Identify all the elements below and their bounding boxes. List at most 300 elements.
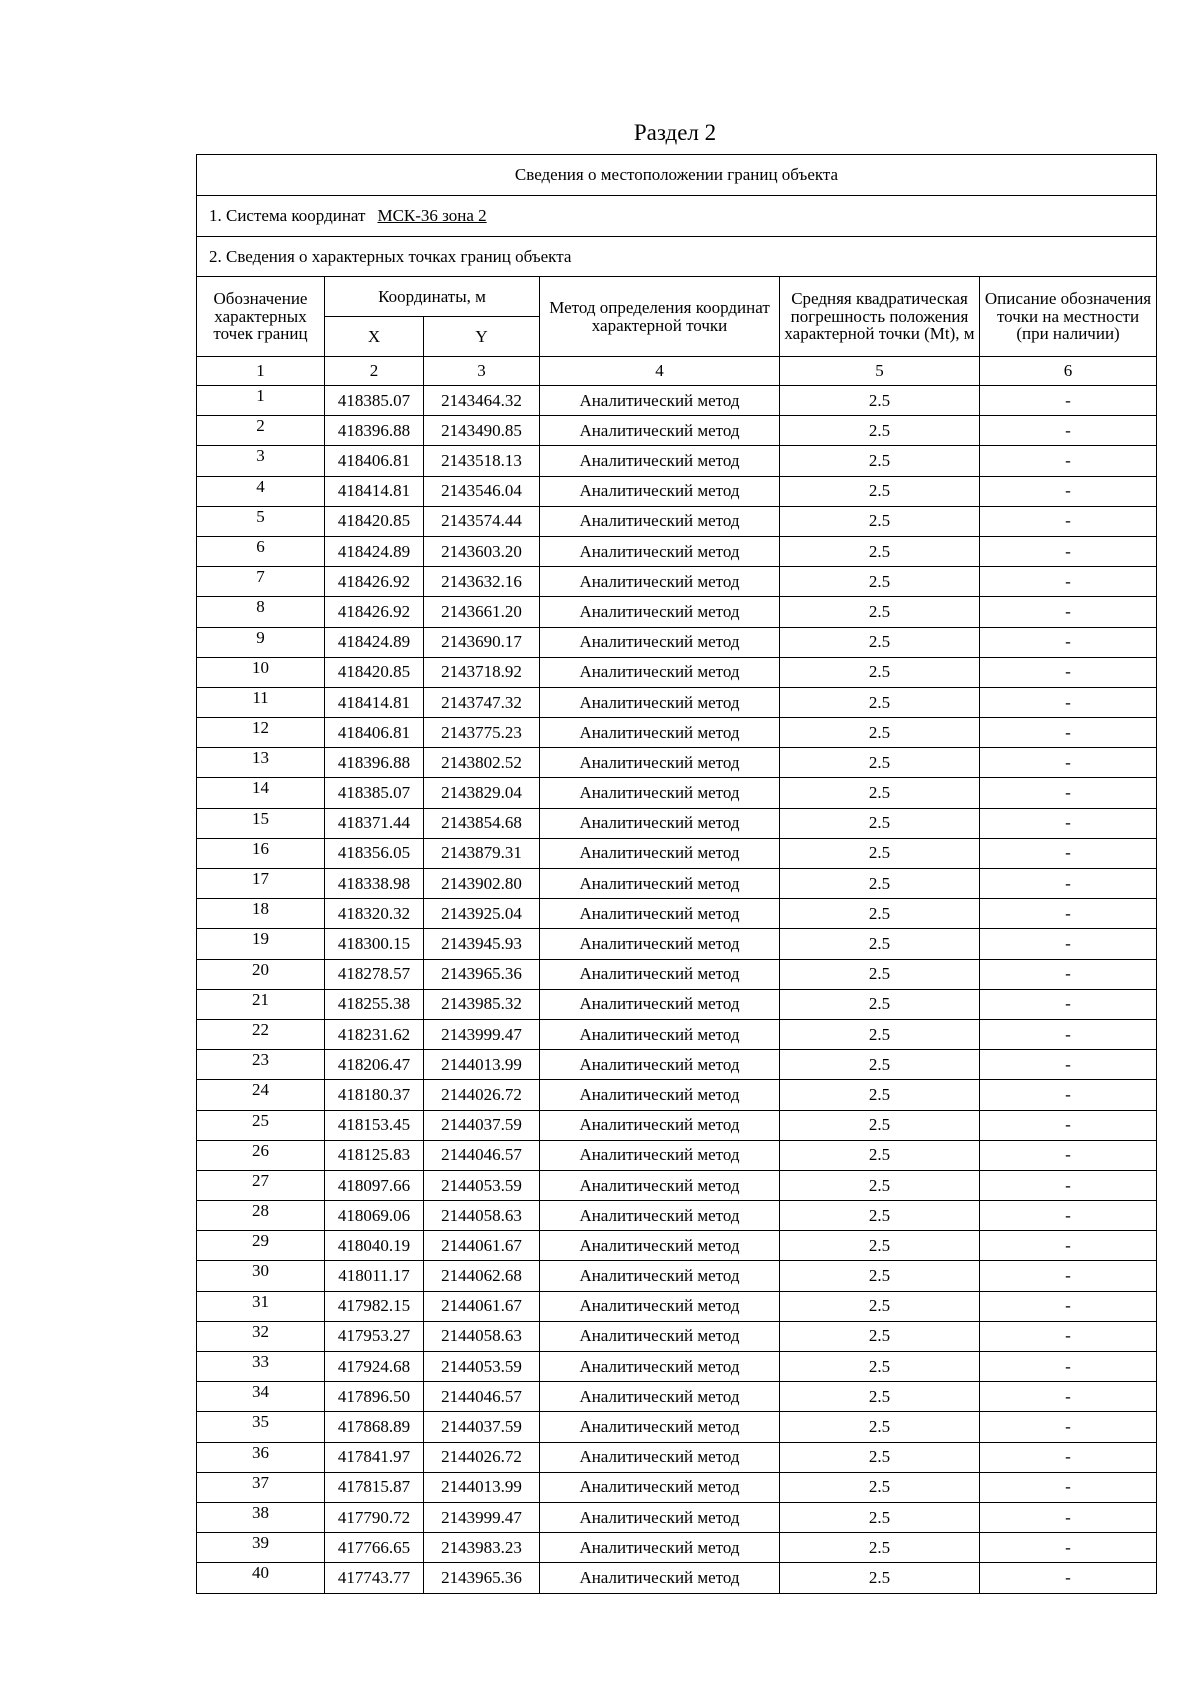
method-cell: Аналитический метод [540,959,780,989]
x-coordinate-cell: 418406.81 [325,446,424,476]
section-title: Раздел 2 [633,120,717,145]
point-number-cell: 37 [197,1472,325,1502]
description-cell: - [980,838,1157,868]
table-row [197,1140,1157,1170]
accuracy-cell: 2.5 [780,1472,980,1502]
point-number-cell: 13 [197,748,325,778]
point-number-cell: 3 [197,446,325,476]
method-cell: Аналитический метод [540,1412,780,1442]
method-cell: Аналитический метод [540,748,780,778]
method-cell: Аналитический метод [540,718,780,748]
accuracy-cell: 2.5 [780,1563,980,1593]
point-number-cell: 22 [197,1019,325,1049]
table-row [197,1533,1157,1563]
points-heading: 2. Сведения о характерных точках границ объекта [197,237,1157,277]
column-number: 4 [540,357,780,386]
x-coordinate-cell: 418396.88 [325,748,424,778]
point-number-cell: 12 [197,718,325,748]
accuracy-cell: 2.5 [780,627,980,657]
description-cell: - [980,1321,1157,1351]
point-number-cell: 18 [197,899,325,929]
point-number-cell: 2 [197,416,325,446]
accuracy-cell: 2.5 [780,899,980,929]
header-description: Описание обозначения точки на местности (при наличии) [980,277,1157,357]
method-cell: Аналитический метод [540,657,780,687]
point-number-cell: 5 [197,506,325,536]
x-coordinate-cell: 418385.07 [325,778,424,808]
x-coordinate-cell: 418414.81 [325,476,424,506]
description-cell: - [980,1412,1157,1442]
accuracy-cell: 2.5 [780,1019,980,1049]
accuracy-cell: 2.5 [780,1050,980,1080]
table-row [197,476,1157,506]
coordinate-system-label: 1. Система координат [209,206,366,226]
table-row [197,1050,1157,1080]
description-cell: - [980,1231,1157,1261]
table-row [197,869,1157,899]
method-cell: Аналитический метод [540,627,780,657]
method-cell: Аналитический метод [540,1170,780,1200]
description-cell: - [980,899,1157,929]
accuracy-cell: 2.5 [780,869,980,899]
description-cell: - [980,1201,1157,1231]
x-coordinate-cell: 418396.88 [325,416,424,446]
y-coordinate-cell: 2144046.57 [424,1382,540,1412]
y-coordinate-cell: 2144037.59 [424,1412,540,1442]
method-cell: Аналитический метод [540,838,780,868]
description-cell: - [980,808,1157,838]
point-number-cell: 28 [197,1201,325,1231]
point-number-cell: 38 [197,1502,325,1532]
table-row [197,1352,1157,1382]
y-coordinate-cell: 2144013.99 [424,1050,540,1080]
accuracy-cell: 2.5 [780,718,980,748]
description-cell: - [980,386,1157,416]
point-number-cell: 11 [197,687,325,717]
y-coordinate-cell: 2143983.23 [424,1533,540,1563]
accuracy-cell: 2.5 [780,1382,980,1412]
description-cell: - [980,1563,1157,1593]
description-cell: - [980,1352,1157,1382]
accuracy-cell: 2.5 [780,1170,980,1200]
method-cell: Аналитический метод [540,1502,780,1532]
table-row [197,1201,1157,1231]
method-cell: Аналитический метод [540,476,780,506]
method-cell: Аналитический метод [540,1352,780,1382]
y-coordinate-cell: 2143965.36 [424,1563,540,1593]
y-coordinate-cell: 2144053.59 [424,1170,540,1200]
x-coordinate-cell: 418356.05 [325,838,424,868]
table-row [197,1170,1157,1200]
point-number-cell: 20 [197,959,325,989]
point-number-cell: 39 [197,1533,325,1563]
x-coordinate-cell: 418426.92 [325,597,424,627]
x-coordinate-cell: 418385.07 [325,386,424,416]
description-cell: - [980,1050,1157,1080]
accuracy-cell: 2.5 [780,1140,980,1170]
x-coordinate-cell: 418338.98 [325,869,424,899]
x-coordinate-cell: 418420.85 [325,506,424,536]
point-number-cell: 25 [197,1110,325,1140]
method-cell: Аналитический метод [540,929,780,959]
accuracy-cell: 2.5 [780,1321,980,1351]
description-cell: - [980,959,1157,989]
column-number: 2 [325,357,424,386]
accuracy-cell: 2.5 [780,1533,980,1563]
x-coordinate-cell: 418040.19 [325,1231,424,1261]
accuracy-cell: 2.5 [780,476,980,506]
description-cell: - [980,869,1157,899]
description-cell: - [980,687,1157,717]
table-row [197,597,1157,627]
method-cell: Аналитический метод [540,1533,780,1563]
description-cell: - [980,718,1157,748]
point-number-cell: 26 [197,1140,325,1170]
table-row [197,627,1157,657]
accuracy-cell: 2.5 [780,929,980,959]
description-cell: - [980,446,1157,476]
table-row [197,1563,1157,1593]
x-coordinate-cell: 417953.27 [325,1321,424,1351]
x-coordinate-cell: 418420.85 [325,657,424,687]
y-coordinate-cell: 2144062.68 [424,1261,540,1291]
table-row [197,567,1157,597]
boundary-points-table [196,154,1157,1594]
point-number-cell: 32 [197,1321,325,1351]
method-cell: Аналитический метод [540,808,780,838]
accuracy-cell: 2.5 [780,1261,980,1291]
accuracy-cell: 2.5 [780,989,980,1019]
description-cell: - [980,748,1157,778]
x-coordinate-cell: 417841.97 [325,1442,424,1472]
y-coordinate-cell: 2144061.67 [424,1231,540,1261]
y-coordinate-cell: 2144058.63 [424,1201,540,1231]
method-cell: Аналитический метод [540,416,780,446]
description-cell: - [980,416,1157,446]
y-coordinate-cell: 2144046.57 [424,1140,540,1170]
y-coordinate-cell: 2143718.92 [424,657,540,687]
y-coordinate-cell: 2143464.32 [424,386,540,416]
y-coordinate-cell: 2143999.47 [424,1019,540,1049]
points-heading-row [197,237,1157,277]
accuracy-cell: 2.5 [780,1442,980,1472]
point-number-cell: 21 [197,989,325,1019]
table-row [197,778,1157,808]
method-cell: Аналитический метод [540,536,780,566]
description-cell: - [980,657,1157,687]
method-cell: Аналитический метод [540,597,780,627]
method-cell: Аналитический метод [540,506,780,536]
accuracy-cell: 2.5 [780,748,980,778]
table-row [197,1231,1157,1261]
description-cell: - [980,627,1157,657]
method-cell: Аналитический метод [540,1231,780,1261]
method-cell: Аналитический метод [540,778,780,808]
point-number-cell: 17 [197,869,325,899]
y-coordinate-cell: 2143603.20 [424,536,540,566]
description-cell: - [980,536,1157,566]
point-number-cell: 33 [197,1352,325,1382]
accuracy-cell: 2.5 [780,808,980,838]
header-accuracy: Средняя квадратическая погрешность положения характерной точки (Mt), м [780,277,980,357]
accuracy-cell: 2.5 [780,446,980,476]
accuracy-cell: 2.5 [780,657,980,687]
table-row [197,416,1157,446]
point-number-cell: 35 [197,1412,325,1442]
point-number-cell: 36 [197,1442,325,1472]
table-row [197,1261,1157,1291]
description-cell: - [980,1261,1157,1291]
column-number: 5 [780,357,980,386]
table-row [197,1019,1157,1049]
table-row [197,718,1157,748]
point-number-cell: 9 [197,627,325,657]
table-row [197,1321,1157,1351]
column-numbers-row [197,357,1157,386]
point-number-cell: 34 [197,1382,325,1412]
description-cell: - [980,989,1157,1019]
description-cell: - [980,567,1157,597]
y-coordinate-cell: 2143854.68 [424,808,540,838]
y-coordinate-cell: 2143985.32 [424,989,540,1019]
method-cell: Аналитический метод [540,1442,780,1472]
table-row [197,748,1157,778]
point-number-cell: 10 [197,657,325,687]
accuracy-cell: 2.5 [780,597,980,627]
table-row [197,899,1157,929]
x-coordinate-cell: 417815.87 [325,1472,424,1502]
description-cell: - [980,1382,1157,1412]
description-cell: - [980,929,1157,959]
table-row [197,1110,1157,1140]
x-coordinate-cell: 418069.06 [325,1201,424,1231]
y-coordinate-cell: 2144026.72 [424,1080,540,1110]
accuracy-cell: 2.5 [780,959,980,989]
x-coordinate-cell: 418180.37 [325,1080,424,1110]
method-cell: Аналитический метод [540,1140,780,1170]
point-number-cell: 8 [197,597,325,627]
point-number-cell: 27 [197,1170,325,1200]
y-coordinate-cell: 2143574.44 [424,506,540,536]
description-cell: - [980,506,1157,536]
description-cell: - [980,1442,1157,1472]
y-coordinate-cell: 2143661.20 [424,597,540,627]
method-cell: Аналитический метод [540,899,780,929]
y-coordinate-cell: 2144053.59 [424,1352,540,1382]
method-cell: Аналитический метод [540,1110,780,1140]
table-row [197,446,1157,476]
x-coordinate-cell: 418426.92 [325,567,424,597]
x-coordinate-cell: 418371.44 [325,808,424,838]
accuracy-cell: 2.5 [780,1231,980,1261]
description-cell: - [980,778,1157,808]
table-row [197,989,1157,1019]
coordinate-system-value: МСК-36 зона 2 [377,206,487,226]
table-row [197,838,1157,868]
accuracy-cell: 2.5 [780,506,980,536]
x-coordinate-cell: 418255.38 [325,989,424,1019]
method-cell: Аналитический метод [540,1563,780,1593]
x-coordinate-cell: 418406.81 [325,718,424,748]
point-number-cell: 15 [197,808,325,838]
accuracy-cell: 2.5 [780,386,980,416]
x-coordinate-cell: 418231.62 [325,1019,424,1049]
table-row [197,1502,1157,1532]
coordinate-system-cell [197,196,1157,237]
header-method: Метод определения координат характерной точки [540,277,780,357]
method-cell: Аналитический метод [540,1321,780,1351]
table-row [197,1382,1157,1412]
column-number: 6 [980,357,1157,386]
x-coordinate-cell: 417896.50 [325,1382,424,1412]
point-number-cell: 24 [197,1080,325,1110]
y-coordinate-cell: 2143747.32 [424,687,540,717]
method-cell: Аналитический метод [540,1382,780,1412]
description-cell: - [980,1019,1157,1049]
y-coordinate-cell: 2143490.85 [424,416,540,446]
method-cell: Аналитический метод [540,1201,780,1231]
y-coordinate-cell: 2144058.63 [424,1321,540,1351]
x-coordinate-cell: 418414.81 [325,687,424,717]
y-coordinate-cell: 2143775.23 [424,718,540,748]
accuracy-cell: 2.5 [780,1412,980,1442]
accuracy-cell: 2.5 [780,778,980,808]
point-number-cell: 14 [197,778,325,808]
method-cell: Аналитический метод [540,1472,780,1502]
header-x: X [325,317,424,357]
method-cell: Аналитический метод [540,989,780,1019]
header-row-1 [197,277,1157,317]
table-row [197,929,1157,959]
description-cell: - [980,1080,1157,1110]
y-coordinate-cell: 2144061.67 [424,1291,540,1321]
accuracy-cell: 2.5 [780,567,980,597]
x-coordinate-cell: 418300.15 [325,929,424,959]
x-coordinate-cell: 418097.66 [325,1170,424,1200]
accuracy-cell: 2.5 [780,1291,980,1321]
header-coordinates: Координаты, м [325,277,540,317]
table-row [197,687,1157,717]
method-cell: Аналитический метод [540,1050,780,1080]
table-row [197,959,1157,989]
y-coordinate-cell: 2143965.36 [424,959,540,989]
accuracy-cell: 2.5 [780,416,980,446]
table-row [197,1412,1157,1442]
point-number-cell: 7 [197,567,325,597]
point-number-cell: 4 [197,476,325,506]
accuracy-cell: 2.5 [780,1352,980,1382]
point-number-cell: 29 [197,1231,325,1261]
x-coordinate-cell: 417868.89 [325,1412,424,1442]
y-coordinate-cell: 2143802.52 [424,748,540,778]
point-number-cell: 16 [197,838,325,868]
method-cell: Аналитический метод [540,1080,780,1110]
y-coordinate-cell: 2143999.47 [424,1502,540,1532]
table-row [197,1472,1157,1502]
y-coordinate-cell: 2143829.04 [424,778,540,808]
point-number-cell: 23 [197,1050,325,1080]
y-coordinate-cell: 2144037.59 [424,1110,540,1140]
description-cell: - [980,1110,1157,1140]
method-cell: Аналитический метод [540,386,780,416]
x-coordinate-cell: 417743.77 [325,1563,424,1593]
point-number-cell: 6 [197,536,325,566]
x-coordinate-cell: 418424.89 [325,627,424,657]
x-coordinate-cell: 418320.32 [325,899,424,929]
x-coordinate-cell: 418125.83 [325,1140,424,1170]
accuracy-cell: 2.5 [780,687,980,717]
point-number-cell: 40 [197,1563,325,1593]
y-coordinate-cell: 2143879.31 [424,838,540,868]
x-coordinate-cell: 418206.47 [325,1050,424,1080]
description-cell: - [980,1472,1157,1502]
accuracy-cell: 2.5 [780,1110,980,1140]
table-row [197,536,1157,566]
x-coordinate-cell: 417766.65 [325,1533,424,1563]
description-cell: - [980,1291,1157,1321]
table-row [197,1291,1157,1321]
header-y: Y [424,317,540,357]
method-cell: Аналитический метод [540,687,780,717]
table-row [197,1442,1157,1472]
method-cell: Аналитический метод [540,567,780,597]
column-number: 1 [197,357,325,386]
x-coordinate-cell: 418011.17 [325,1261,424,1291]
coordinate-system-row [197,196,1157,237]
accuracy-cell: 2.5 [780,536,980,566]
x-coordinate-cell: 417790.72 [325,1502,424,1532]
x-coordinate-cell: 418153.45 [325,1110,424,1140]
description-cell: - [980,1533,1157,1563]
point-number-cell: 1 [197,386,325,416]
table-title-row [197,155,1157,196]
table-title: Сведения о местоположении границ объекта [197,155,1157,196]
y-coordinate-cell: 2144013.99 [424,1472,540,1502]
accuracy-cell: 2.5 [780,1201,980,1231]
y-coordinate-cell: 2143690.17 [424,627,540,657]
table-row [197,808,1157,838]
y-coordinate-cell: 2143632.16 [424,567,540,597]
table-row [197,1080,1157,1110]
point-number-cell: 30 [197,1261,325,1291]
method-cell: Аналитический метод [540,869,780,899]
method-cell: Аналитический метод [540,1261,780,1291]
description-cell: - [980,1140,1157,1170]
table-row [197,506,1157,536]
description-cell: - [980,476,1157,506]
y-coordinate-cell: 2143945.93 [424,929,540,959]
x-coordinate-cell: 417982.15 [325,1291,424,1321]
x-coordinate-cell: 418278.57 [325,959,424,989]
x-coordinate-cell: 418424.89 [325,536,424,566]
y-coordinate-cell: 2143902.80 [424,869,540,899]
table-row [197,657,1157,687]
description-cell: - [980,1502,1157,1532]
y-coordinate-cell: 2143925.04 [424,899,540,929]
point-number-cell: 19 [197,929,325,959]
description-cell: - [980,1170,1157,1200]
accuracy-cell: 2.5 [780,838,980,868]
accuracy-cell: 2.5 [780,1502,980,1532]
table-body [197,155,1157,1594]
method-cell: Аналитический метод [540,446,780,476]
description-cell: - [980,597,1157,627]
y-coordinate-cell: 2144026.72 [424,1442,540,1472]
method-cell: Аналитический метод [540,1019,780,1049]
point-number-cell: 31 [197,1291,325,1321]
header-designation: Обозначение характерных точек границ [197,277,325,357]
column-number: 3 [424,357,540,386]
